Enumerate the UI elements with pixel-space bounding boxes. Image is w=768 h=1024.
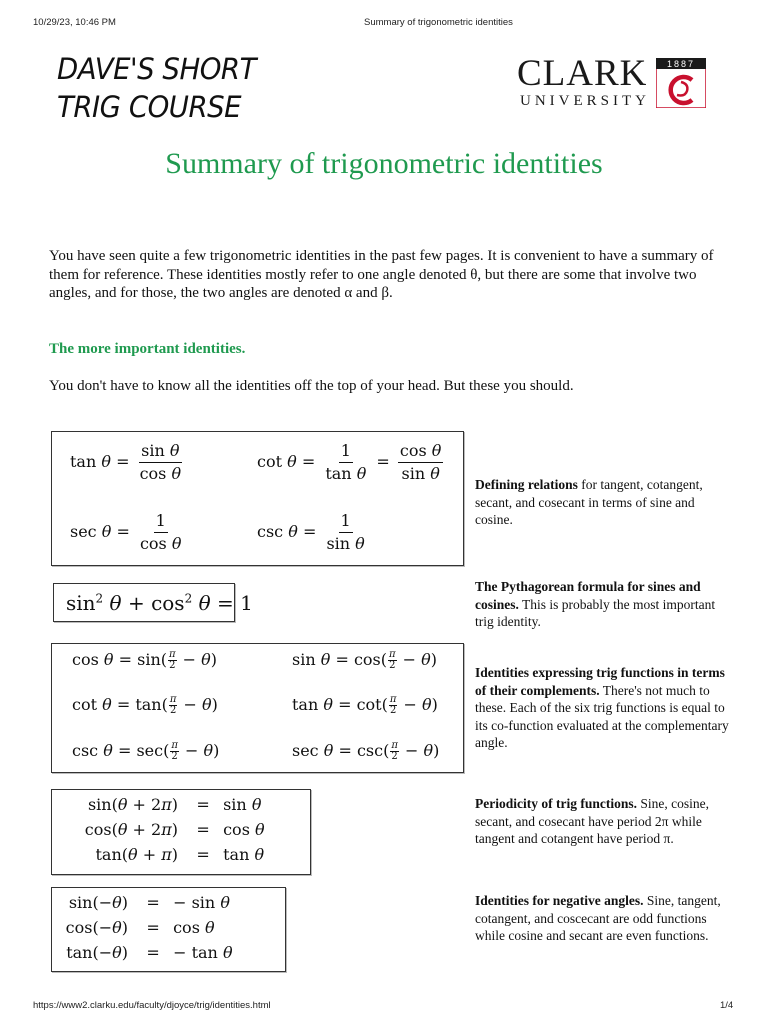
pythagorean-title: The Pythagorean formula for sines and cosines.: [475, 579, 701, 612]
defining-relations-description: [475, 476, 735, 529]
tan-period: tan(θ + π) = tan θ: [95, 845, 265, 864]
negative-angles-box: [51, 887, 286, 972]
cos-complement: cos θ = sin( $\frac{\pi}{2}$ − θ): [72, 649, 218, 671]
course-logo: [57, 50, 256, 126]
negative-angles-title: Identities for negative angles.: [475, 893, 644, 908]
clark-university-logo: [517, 55, 717, 115]
tan-complement: tan θ = cot( $\frac{\pi}{2}$ − θ): [292, 694, 438, 716]
section-intro: You don't have to know all the identities off the top of your head. But these you should.: [49, 378, 574, 394]
sec-complement: sec θ = csc( $\frac{\pi}{2}$ − θ): [292, 740, 440, 762]
cot-definition: cot θ = $\frac{1}{\text{tan θ}}$ = $\frac{\text{cos θ}}{\text{sin θ}}$: [257, 441, 442, 483]
defining-relations-text: for tangent, cotangent, secant, and cosecant in terms of sine and cosine.: [475, 477, 703, 528]
complement-text: There's not much to these. Each of the six trig functions is equal to its co-function evaluated at the complementary angle.: [475, 682, 729, 751]
periodicity-text: Sine, cosine, secant, and cosecant have period 2π while tangent and cotangent have period π.: [475, 796, 709, 847]
sin-complement: sin θ = cos( $\frac{\pi}{2}$ − θ): [292, 649, 438, 671]
clark-logo-subtitle: UNIVERSITY: [520, 93, 650, 109]
print-date: 10/29/23, 10:46 PM: [33, 17, 116, 28]
print-page-title: Summary of trigonometric identities: [364, 17, 513, 28]
complement-description: [475, 664, 735, 752]
tan-negative: tan(−θ) = − tan θ: [66, 943, 233, 962]
cos-period: cos(θ + 2π) = cos θ: [84, 820, 265, 839]
cot-complement: cot θ = tan( $\frac{\pi}{2}$ − θ): [72, 694, 218, 716]
periodicity-box: [51, 789, 311, 875]
periodicity-title: Periodicity of trig functions.: [475, 796, 637, 811]
course-logo-line1: DAVE'S SHORT: [57, 52, 256, 86]
page-title: Summary of trigonometric identities: [165, 147, 603, 180]
section-heading: The more important identities.: [49, 341, 246, 357]
periodicity-description: [475, 795, 735, 848]
course-logo-line2: TRIG COURSE: [57, 90, 242, 124]
pythagorean-description: [475, 578, 735, 631]
pythagorean-text: This is probably the most important trig identity.: [475, 596, 716, 630]
cos-negative: cos(−θ) = cos θ: [65, 918, 215, 937]
tan-definition: tan θ = $\frac{\text{sin θ}}{\text{cos θ}}$: [70, 441, 182, 483]
negative-angles-text: Sine, tangent, cotangent, and coscecant are odd functions while cosine and secant are even functions.: [475, 893, 721, 944]
sec-definition: sec θ = $\frac{1}{\text{cos θ}}$: [70, 511, 182, 553]
pythagorean-formula-box: [53, 583, 253, 622]
negative-angles-description: [475, 892, 735, 945]
complement-title: Identities expressing trig functions in terms of their complements.: [475, 665, 725, 698]
svg-text:1887: 1887: [666, 59, 696, 69]
pythagorean-identity: $\sin^2 \theta + \cos^2 \theta = 1$: [66, 591, 253, 615]
sin-period: sin(θ + 2π) = sin θ: [87, 795, 262, 814]
csc-definition: csc θ = $\frac{1}{\text{sin θ}}$: [257, 511, 365, 553]
complement-identities-box: [51, 643, 464, 773]
csc-complement: csc θ = sec( $\frac{\pi}{2}$ − θ): [72, 740, 220, 762]
clark-seal-icon: [656, 58, 706, 108]
clark-logo-name: CLARK: [517, 53, 648, 94]
defining-relations-formula-box: [51, 431, 464, 566]
page-number: 1/4: [720, 1000, 734, 1011]
defining-relations-title: Defining relations: [475, 477, 578, 492]
sin-negative: sin(−θ) = − sin θ: [68, 893, 230, 912]
intro-paragraph: You have seen quite a few trigonometric identities in the past few pages. It is convenient to have a summary of them for reference. These identities mostly refer to one angle denoted θ, but there are some that involve two angles, and for those, the two angles are denoted α and β.: [49, 248, 714, 301]
page-url: https://www2.clarku.edu/faculty/djoyce/trig/identities.html: [33, 1000, 271, 1011]
